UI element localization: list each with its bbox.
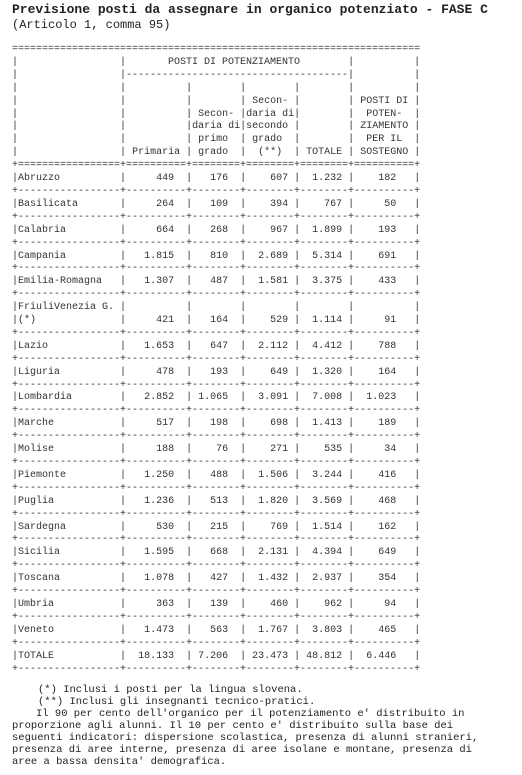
cell-sec2: 394: [246, 198, 295, 210]
col-header-sostegno: POSTI DI: [354, 95, 415, 107]
cell-primaria: 449: [126, 173, 187, 185]
region-name: Toscana: [18, 573, 121, 585]
region-name: FriuliVenezia G.: [18, 302, 121, 314]
cell-sostegno: 468: [354, 495, 415, 507]
region-name: Puglia: [18, 495, 121, 507]
cell-sec1: 513: [192, 495, 241, 507]
cell-sec2: 460: [246, 598, 295, 610]
cell-primaria: 1.473: [126, 624, 187, 636]
cell-primaria: 1.078: [126, 573, 187, 585]
cell-sostegno: 94: [354, 598, 415, 610]
cell-sostegno: 465: [354, 624, 415, 636]
col-header-sostegno: PER IL: [354, 134, 415, 146]
cell-primaria: 1.653: [126, 340, 187, 352]
cell-primaria: 18.133: [126, 650, 187, 662]
region-name: Abruzzo: [18, 173, 121, 185]
region-name: Veneto: [18, 624, 121, 636]
cell-sostegno: 182: [354, 173, 415, 185]
page-subtitle: (Articolo 1, comma 95): [12, 18, 171, 32]
cell-totale: 1.413: [300, 418, 349, 430]
cell-sec2: 698: [246, 418, 295, 430]
notes-section: [12, 684, 482, 768]
cell-sec2: 2.112: [246, 340, 295, 352]
cell-sec1: 487: [192, 276, 241, 288]
cell-sec2: 607: [246, 173, 295, 185]
cell-sec2: 529: [246, 315, 295, 327]
cell-primaria: 1.250: [126, 469, 187, 481]
region-name: Lombardia: [18, 392, 121, 404]
col-header-sec1: Secon-: [192, 108, 241, 120]
cell-sostegno: 691: [354, 250, 415, 262]
cell-sec2: 1.506: [246, 469, 295, 481]
region-name: Sicilia: [18, 547, 121, 559]
cell-sostegno: 193: [354, 224, 415, 236]
col-header-sec2: secondo: [246, 121, 295, 133]
cell-totale: 1.232: [300, 173, 349, 185]
cell-sec1: 488: [192, 469, 241, 481]
cell-primaria: 517: [126, 418, 187, 430]
cell-totale: 48.812: [300, 650, 349, 662]
cell-totale: 3.569: [300, 495, 349, 507]
col-header-sec1: primo: [192, 134, 241, 146]
table-group-header: POSTI DI POTENZIAMENTO: [126, 56, 349, 68]
cell-totale: 7.008: [300, 392, 349, 404]
cell-sec1: 647: [192, 340, 241, 352]
cell-totale: 1.899: [300, 224, 349, 236]
page-title: Previsione posti da assegnare in organico potenziato - FASE C: [12, 2, 488, 17]
cell-totale: 767: [300, 198, 349, 210]
data-table: ==================================================================== | | POSTI DI POTENZIAMENTO | | | |-------------------------------------| | | | | | | | | | | | | Secon- | | POSTI DI | | | | Secon- |daria di| | POTEN- | | | |daria di|secondo | | ZIAMENTO | | | | primo | grado | | PER IL | | | Primaria | grado | (**) | TOTALE | SOSTEGNO | +=================+==========+========+========+========+==========+ |Abruzzo | 449 | 176 | 607 | 1.232 | 182 | +-----------------+----------+--------+--------+--------+----------+ |Basilicata | 264 | 109 | 394 | 767 | 50 | +-----------------+----------+--------+--------+--------+----------+ |Calabria | 664 | 268 | 967 | 1.899 | 193 | +-----------------+----------+--------+--------+--------+----------+ |Campania | 1.815 | 810 | 2.689 | 5.314 | 691 | +-----------------+----------+--------+--------+--------+----------+ |Emilia-Romagna | 1.307 | 487 | 1.581 | 3.375 | 433 | +-----------------+----------+--------+--------+--------+----------+ |FriuliVenezia G. | | | | | | |(*) | 421 | 164 | 529 | 1.114 | 91 | +-----------------+----------+--------+--------+--------+----------+ |Lazio | 1.653 | 647 | 2.112 | 4.412 | 788 | +-----------------+----------+--------+--------+--------+----------+ |Liguria | 478 | 193 | 649 | 1.320 | 164 | +-----------------+----------+--------+--------+--------+----------+ |Lombardia | 2.852 | 1.065 | 3.091 | 7.008 | 1.023 | +-----------------+----------+--------+--------+--------+----------+ |Marche | 517 | 198 | 698 | 1.413 | 189 | +-----------------+----------+--------+--------+--------+----------+ |Molise | 188 | 76 | 271 | 535 | 34 | +-----------------+----------+--------+--------+--------+----------+ |Piemonte | 1.250 | 488 | 1.506 | 3.244 | 416 | +-----------------+----------+--------+--------+--------+----------+ |Puglia | 1.236 | 513 | 1.820 | 3.569 | 468 | +-----------------+----------+--------+--------+--------+----------+ |Sardegna | 530 | 215 | 769 | 1.514 | 162 | +-----------------+----------+--------+--------+--------+----------+ |Sicilia | 1.595 | 668 | 2.131 | 4.394 | 649 | +-----------------+----------+--------+--------+--------+----------+ |Toscana | 1.078 | 427 | 1.432 | 2.937 | 354 | +-----------------+----------+--------+--------+--------+----------+ |Umbria | 363 | 139 | 460 | 962 | 94 | +-----------------+----------+--------+--------+--------+----------+ |Veneto | 1.473 | 563 | 1.767 | 3.803 | 465 | +-----------------+----------+--------+--------+--------+----------+ |TOTALE | 18.133 | 7.206 | 23.473 | 48.812 | 6.446 | +-----------------+----------+--------+--------+--------+----------+: [12, 44, 421, 675]
cell-sec2: 23.473: [246, 650, 295, 662]
cell-sec1: 164: [192, 315, 241, 327]
cell-totale: 535: [300, 444, 349, 456]
region-name: Sardegna: [18, 521, 121, 533]
footnote-itp: (**) Inclusi gli insegnanti tecnico-pratici.: [38, 696, 316, 708]
col-header-sec2: Secon-: [246, 95, 295, 107]
cell-sostegno: 433: [354, 276, 415, 288]
cell-totale: 4.394: [300, 547, 349, 559]
cell-sec2: 2.131: [246, 547, 295, 559]
cell-sostegno: 34: [354, 444, 415, 456]
cell-sostegno: 189: [354, 418, 415, 430]
col-header-sostegno: ZIAMENTO: [354, 121, 415, 133]
cell-sec1: 7.206: [192, 650, 241, 662]
cell-primaria: 1.307: [126, 276, 187, 288]
col-header-sec1: daria di: [192, 121, 241, 133]
cell-totale: 1.514: [300, 521, 349, 533]
region-name: Umbria: [18, 598, 121, 610]
cell-totale: 962: [300, 598, 349, 610]
cell-totale: 1.320: [300, 366, 349, 378]
col-header-sostegno: POTEN-: [354, 108, 415, 120]
cell-primaria: 530: [126, 521, 187, 533]
cell-primaria: 1.595: [126, 547, 187, 559]
cell-sec1: 198: [192, 418, 241, 430]
cell-sec1: 427: [192, 573, 241, 585]
cell-primaria: 421: [126, 315, 187, 327]
cell-primaria: 478: [126, 366, 187, 378]
region-name: Liguria: [18, 366, 121, 378]
footnote-slovene: (*) Inclusi i posti per la lingua slovena.: [38, 684, 303, 696]
region-name: Lazio: [18, 340, 121, 352]
region-name: Campania: [18, 250, 121, 262]
cell-sec2: 1.820: [246, 495, 295, 507]
cell-primaria: 1.236: [126, 495, 187, 507]
cell-totale: 3.803: [300, 624, 349, 636]
cell-sostegno: 416: [354, 469, 415, 481]
col-header-sec2: grado: [246, 134, 295, 146]
cell-sec1: 139: [192, 598, 241, 610]
cell-sec1: 193: [192, 366, 241, 378]
col-header-totale: TOTALE: [300, 147, 349, 159]
cell-sec1: 810: [192, 250, 241, 262]
cell-sec1: 268: [192, 224, 241, 236]
cell-sec2: 3.091: [246, 392, 295, 404]
col-header-primaria: Primaria: [126, 147, 187, 159]
cell-sostegno: 788: [354, 340, 415, 352]
cell-sec2: 2.689: [246, 250, 295, 262]
cell-sec2: 967: [246, 224, 295, 236]
distribution-paragraph: Il 90 per cento dell'organico per il potenziamento e' distribuito in proporzione agli alunni. Il 10 per cento e' distribuito sulla base dei seguenti indicatori: dispersione scolastica, presenza di alunni stranieri, presenza di aree interne, presenza di aree isolane e montane, presenza di aree a bassa densita' demografica.: [12, 708, 479, 768]
cell-sostegno: 354: [354, 573, 415, 585]
cell-primaria: 264: [126, 198, 187, 210]
cell-sostegno: 50: [354, 198, 415, 210]
cell-primaria: 2.852: [126, 392, 187, 404]
cell-sec1: 563: [192, 624, 241, 636]
cell-totale: 1.114: [300, 315, 349, 327]
region-name: Molise: [18, 444, 121, 456]
cell-sec2: 271: [246, 444, 295, 456]
cell-totale: 3.244: [300, 469, 349, 481]
cell-primaria: 664: [126, 224, 187, 236]
cell-sec1: 76: [192, 444, 241, 456]
cell-sec1: 176: [192, 173, 241, 185]
cell-sec2: 1.432: [246, 573, 295, 585]
cell-sec1: 668: [192, 547, 241, 559]
cell-totale: 4.412: [300, 340, 349, 352]
col-header-sec1: grado: [192, 147, 241, 159]
cell-sostegno: 1.023: [354, 392, 415, 404]
cell-sec2: 649: [246, 366, 295, 378]
cell-sec2: 769: [246, 521, 295, 533]
cell-sostegno: 649: [354, 547, 415, 559]
cell-sec2: 1.581: [246, 276, 295, 288]
cell-sostegno: 164: [354, 366, 415, 378]
cell-sec1: 215: [192, 521, 241, 533]
region-name: Piemonte: [18, 469, 121, 481]
cell-sostegno: 162: [354, 521, 415, 533]
cell-totale: 5.314: [300, 250, 349, 262]
region-name: Marche: [18, 418, 121, 430]
region-name-note: (*): [18, 315, 121, 327]
cell-sec1: 1.065: [192, 392, 241, 404]
cell-sostegno: 91: [354, 315, 415, 327]
region-name: Basilicata: [18, 198, 121, 210]
region-name: Emilia-Romagna: [18, 276, 121, 288]
cell-sostegno: 6.446: [354, 650, 415, 662]
cell-totale: 3.375: [300, 276, 349, 288]
region-name: TOTALE: [18, 650, 121, 662]
cell-sec2: 1.767: [246, 624, 295, 636]
cell-primaria: 363: [126, 598, 187, 610]
cell-sec1: 109: [192, 198, 241, 210]
cell-primaria: 1.815: [126, 250, 187, 262]
col-header-sec2: daria di: [246, 108, 295, 120]
cell-totale: 2.937: [300, 573, 349, 585]
col-header-sec2: (**): [246, 147, 295, 159]
col-header-sostegno: SOSTEGNO: [354, 147, 415, 159]
cell-primaria: 188: [126, 444, 187, 456]
region-name: Calabria: [18, 224, 121, 236]
